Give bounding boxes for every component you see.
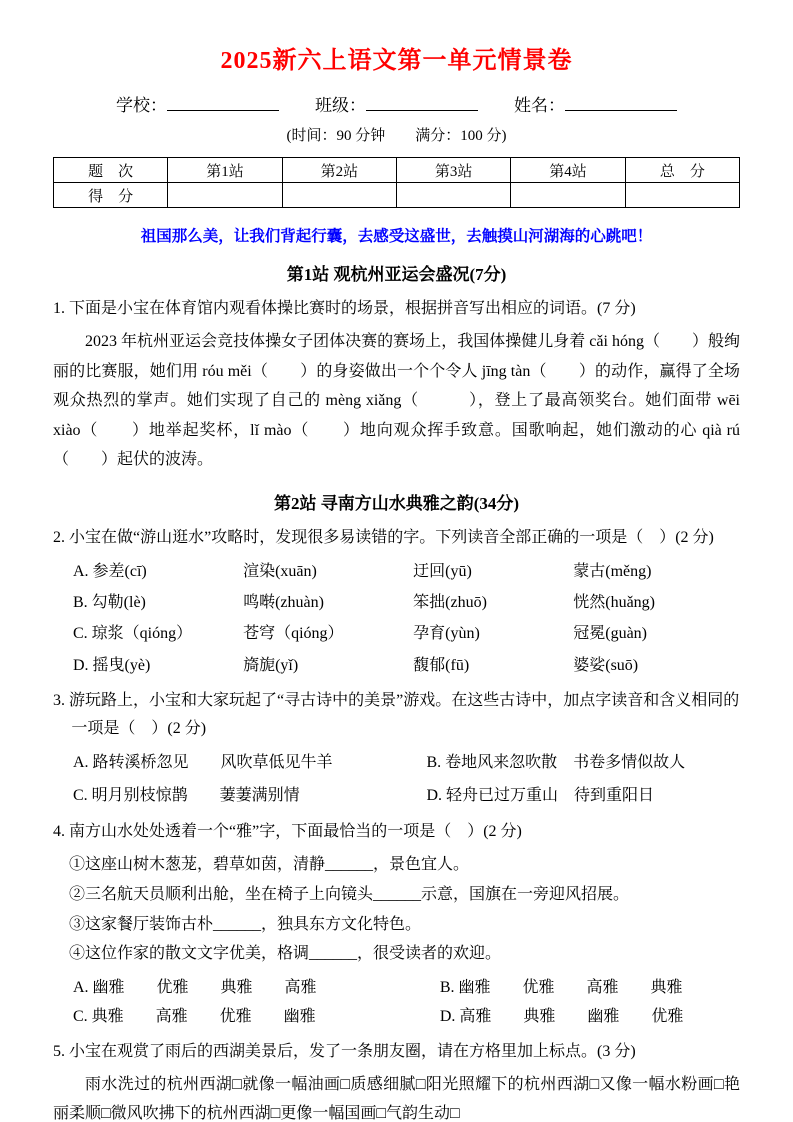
q2-option-a-word3: 迂回(yū): [413, 562, 472, 580]
q3-option-c: C. 明月别枝惊鹊 萋萋满别情: [73, 786, 300, 804]
school-label: 学校：: [116, 96, 167, 115]
q1-prompt: 1. 下面是小宝在体育馆内观看体操比赛时的场景，根据拼音写出相应的词语。(7 分): [53, 300, 636, 317]
q2-option-a-word4: 蒙古(měng): [573, 562, 652, 580]
q3-option-b: B. 卷地风来忽吹散 书卷多情似故人: [426, 753, 686, 771]
q2-option-a-word1: A. 参差(cī): [73, 562, 147, 580]
q2-option-b-word4: 恍然(huǎng): [573, 594, 655, 612]
q4-option-c: C. 典雅 高雅 优雅 幽雅: [73, 1008, 316, 1026]
score-table-header-cell: 第3站: [396, 158, 510, 183]
class-label: 班级：: [315, 96, 366, 115]
q2-option-d-word4: 婆娑(suō): [573, 656, 639, 674]
q2-option-d-word3: 馥郁(fū): [413, 656, 470, 674]
q2-option-c-word3: 孕育(yùn): [413, 625, 480, 643]
q5-prompt: 5. 小宝在观赏了雨后的西湖美景后，发了一条朋友圈，请在方格里加上标点。(3 分): [53, 1042, 636, 1060]
q2-option-c-word2: 苍穹（qióng）: [243, 625, 344, 643]
q2-option-c-word4: 冠冕(guàn): [573, 625, 647, 643]
score-table-header-cell: 第2站: [282, 158, 396, 183]
section2-heading: 第2站 寻南方山水典雅之韵(34分): [273, 493, 520, 513]
q2-option-a-word2: 渲染(xuān): [243, 562, 317, 580]
q4-subitem-3: ③这家餐厅装饰古朴______，独具东方文化特色。: [69, 915, 422, 933]
q4-option-b: B. 幽雅 优雅 高雅 典雅: [439, 978, 683, 996]
class-blank-line: [366, 95, 478, 111]
q4-subitems: [53, 850, 740, 968]
q2-option-b-word2: 鸣啭(zhuàn): [243, 594, 324, 612]
score-table-header-cell: 总 分: [625, 158, 739, 183]
q2-option-d-word2: 旖旎(yǐ): [243, 656, 299, 674]
q3-options: [53, 747, 740, 813]
score-cell-empty: [511, 183, 625, 208]
score-table-header-cell: 题 次: [54, 158, 168, 183]
q4-option-d: D. 高雅 典雅 幽雅 优雅: [439, 1008, 684, 1026]
q1-passage: 2023 年杭州亚运会竞技体操女子团体决赛的赛场上，我国体操健儿身着 cǎi hóng（ ）般绚丽的比赛服，她们用 róu měi（ ）的身姿做出一个个令人 jīng tàn（ ）的动作，赢得了全场观众热烈的掌声。她们实现了自己的 mèng xiǎng（ ），登上了最高领奖台。她们面带 wēi xiào（ ）地举起奖杯，lǐ mào（ ）地向观众挥手致意。国歌响起，她们激动的心 qià rú（ ）起伏的波涛。: [53, 333, 740, 469]
school-blank-line: [167, 95, 279, 111]
school-field: [116, 91, 279, 116]
score-table-header-cell: 第4站: [511, 158, 625, 183]
q2-options: [53, 556, 740, 681]
q4-subitem-4: ④这位作家的散文文字优美，格调______，很受读者的欢迎。: [69, 945, 502, 963]
name-field: [514, 91, 677, 116]
q4-subitem-2: ②三名航天员顺利出舱，坐在椅子上向镜头______示意，国旗在一旁迎风招展。: [69, 885, 630, 903]
q3-option-a: A. 路转溪桥忽见 风吹草低见牛羊: [73, 753, 333, 771]
q5-passage: 雨水洗过的杭州西湖□就像一幅油画□质感细腻□阳光照耀下的杭州西湖□又像一幅水粉画□艳丽柔顺□微风吹拂下的杭州西湖□更像一幅国画□气韵生动□: [53, 1075, 740, 1122]
score-table-header-row: [54, 158, 740, 183]
q4-option-a: A. 幽雅 优雅 典雅 高雅: [73, 978, 317, 996]
student-info-line: [53, 91, 740, 116]
score-table-score-row: [54, 183, 740, 208]
class-field: [315, 91, 478, 116]
q2-option-b-word1: B. 勾勒(lè): [73, 594, 146, 612]
score-cell-empty: [168, 183, 282, 208]
q4-options: [53, 973, 740, 1032]
score-cell-empty: [625, 183, 739, 208]
q4-prompt: 4. 南方山水处处透着一个“雅”字，下面最恰当的一项是（ ）(2 分): [53, 823, 522, 841]
motto-text: 祖国那么美，让我们背起行囊，去感受这盛世，去触摸山河湖海的心跳吧！: [140, 228, 653, 245]
name-label: 姓名：: [514, 96, 565, 115]
time-score-line: (时间：90 分钟 满分：100 分): [286, 128, 507, 144]
score-table: [53, 157, 740, 208]
score-table-header-cell: 第1站: [168, 158, 282, 183]
q3-prompt: 3. 游玩路上，小宝和大家玩起了“寻古诗中的美景”游戏。在这些古诗中，加点字读音和含义相同的一项是（ ）(2 分): [53, 691, 740, 737]
section1-heading: 第1站 观杭州亚运会盛况(7分): [286, 265, 507, 284]
q2-option-c-word1: C. 琼浆（qióng）: [73, 625, 193, 643]
q4-subitem-1: ①这座山树木葱茏，碧草如茵，清静______，景色宜人。: [69, 856, 470, 874]
score-cell-empty: [282, 183, 396, 208]
score-row-label: 得 分: [54, 183, 168, 208]
q2-option-d-word1: D. 摇曳(yè): [73, 656, 151, 674]
q2-prompt: 2. 小宝在做“游山逛水”攻略时，发现很多易读错的字。下列读音全部正确的一项是（ ）(2 分): [53, 528, 714, 546]
q2-option-b-word3: 笨拙(zhuō): [413, 594, 487, 612]
exam-title: 2025新六上语文第一单元情景卷: [220, 48, 573, 74]
q3-option-d: D. 轻舟已过万重山 待到重阳日: [426, 786, 655, 804]
score-cell-empty: [396, 183, 510, 208]
name-blank-line: [565, 95, 677, 111]
